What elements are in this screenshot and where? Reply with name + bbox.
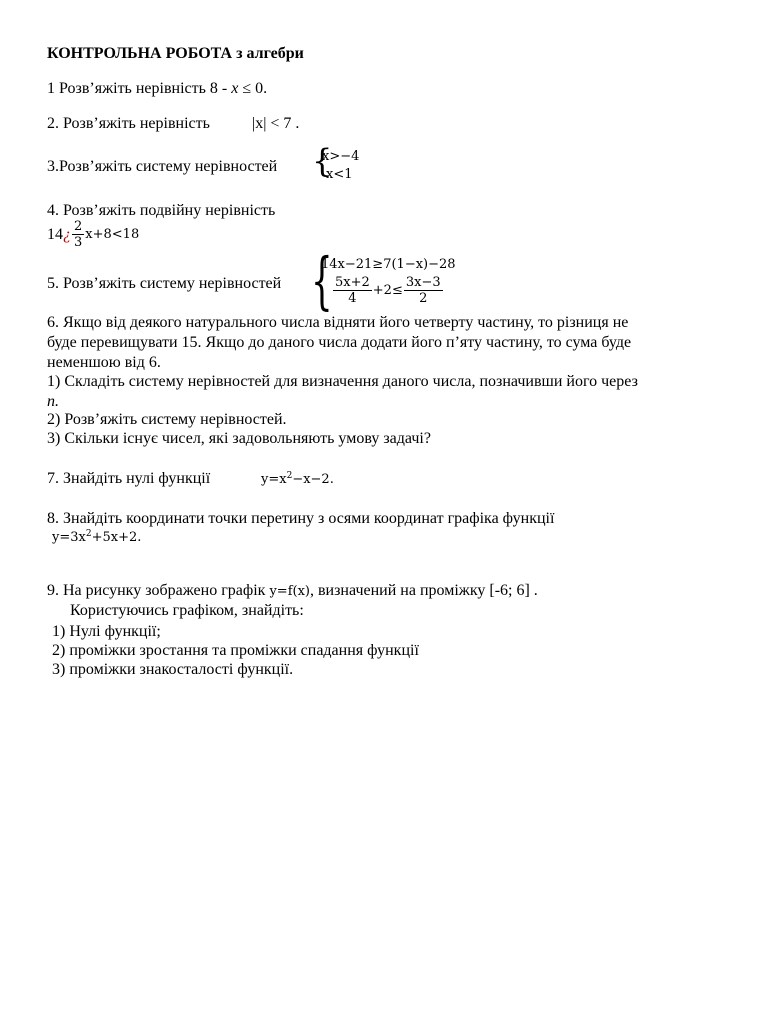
system-brace: { xyxy=(312,142,333,180)
question-6-line-7: 3) Скільки існує чисел, які задовольняють умову задачі? xyxy=(47,430,431,447)
question-6-line-3: неменшою від 6. xyxy=(47,354,161,371)
question-6-line-1: 6. Якщо від деякого натурального числа відняти його четверту частину, то різниця не xyxy=(47,314,629,331)
question-8-formula: $y=3x^2+5x+2$. xyxy=(52,529,142,545)
question-5-line-1: 14x−21≥7(1−x)−28 xyxy=(321,257,456,272)
question-6-line-4: 1) Складіть систему нерівностей для визначення даного числа, позначивши його через xyxy=(47,373,638,390)
question-8: 8. Знайдіть координати точки перетину з осями координат графіка функції xyxy=(47,510,555,527)
system-brace: { xyxy=(311,244,333,317)
question-7-formula: $y=x^2-x-2$. xyxy=(261,471,334,487)
question-9-line-2: Користуючись графіком, знайдіть: xyxy=(70,602,304,619)
question-4: 4. Розв’яжіть подвійну нерівність xyxy=(47,202,276,219)
question-4-formula: 14 ¿ $\frac{2}{3}$ x+8<18 xyxy=(47,219,140,250)
question-5-line-2: $\frac{5x+2}{4}$ +2≤ $\frac{3x-3}{2}$ xyxy=(335,275,441,306)
question-3-line-2: x<1 xyxy=(326,167,353,182)
question-5: 5. Розв’яжіть систему нерівностей xyxy=(47,275,282,292)
question-3-line-1: x>−4 xyxy=(322,149,360,164)
question-6-line-6: 2) Розв’яжіть систему нерівностей. xyxy=(47,411,287,428)
page-title: КОНТРОЛЬНА РОБОТА з алгебри xyxy=(47,45,304,62)
question-2-formula: |x| < 7 . xyxy=(252,115,300,132)
question-7: 7. Знайдіть нулі функції xyxy=(47,470,211,487)
question-9-item-3: 3) проміжки знакосталості функції. xyxy=(52,661,294,678)
question-9-item-1: 1) Нулі функції; xyxy=(52,623,161,640)
question-9-item-2: 2) проміжки зростання та проміжки спадання функції xyxy=(52,642,419,659)
question-6-line-5: n. xyxy=(47,393,59,410)
question-1: 1 Розв’яжіть нерівність 8 - x ≤ 0. xyxy=(47,80,268,97)
question-3: 3.Розв’яжіть систему нерівностей xyxy=(47,158,278,175)
question-6-line-2: буде перевищувати 15. Якщо до даного числа додати його п’яту частину, то сума буде xyxy=(47,334,632,351)
question-9: 9. На рисунку зображено графік y=f(x), визначений на проміжку [-6; 6] . xyxy=(47,582,538,599)
question-2: 2. Розв’яжіть нерівність xyxy=(47,115,210,132)
